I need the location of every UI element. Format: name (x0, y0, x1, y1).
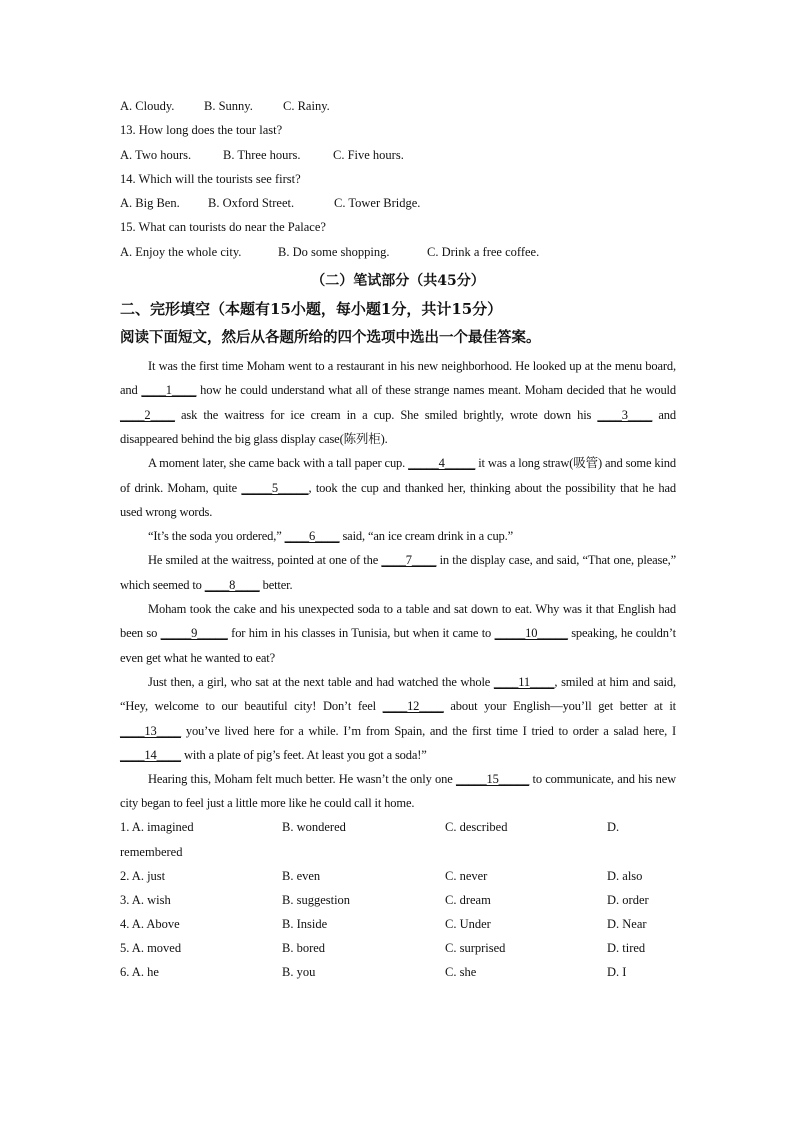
option-b: B. Three hours. (223, 147, 301, 162)
question-14: 14. Which will the tourists see first? (120, 171, 301, 186)
blank-8: ____8____ (204, 577, 260, 592)
question-15: 15. What can tourists do near the Palace? (120, 220, 326, 235)
choice-row (120, 912, 676, 936)
choice-b: B. wondered (282, 820, 346, 835)
choice-d: D. also (607, 868, 643, 883)
choice-row (120, 961, 676, 985)
choice-a: 5. A. moved (120, 941, 182, 956)
choice-row (120, 816, 676, 840)
question-13: 13. How long does the tour last? (120, 123, 283, 138)
choice-row (120, 888, 676, 912)
option-c: C. Tower Bridge. (334, 196, 421, 211)
choice-b: B. Inside (282, 917, 328, 932)
instruction: 阅读下面短文，然后从各题所给的四个选项中选出一个最佳答案。 (120, 329, 541, 347)
exam-page (120, 94, 676, 985)
choice-d: D. tired (607, 941, 646, 956)
q15-options (120, 240, 676, 264)
q13-options (120, 143, 676, 167)
choice-row (120, 864, 676, 888)
choice-c: C. dream (445, 892, 491, 907)
choice-a: 4. A. Above (120, 917, 180, 932)
option-b: B. Do some shopping. (278, 244, 390, 259)
choice-d: D. order (607, 892, 649, 907)
passage-paragraph-5: Moham took the cake and his unexpected soda to a table and sat down to eat. Why was it that English had been so _____9_____ for him in his classes in Tunisia, but when it came to _____10_____ speaking, he couldn’t even get what he wanted to eat? (120, 602, 676, 665)
q14-options (120, 191, 676, 215)
option-a: A. Enjoy the whole city. (120, 244, 242, 259)
choice-b: B. even (282, 868, 321, 883)
choice-c: C. surprised (445, 941, 506, 956)
choice-a: 3. A. wish (120, 892, 171, 907)
option-c: C. Drink a free coffee. (427, 244, 540, 259)
passage-paragraph-4: He smiled at the waitress, pointed at one of the ____7____ in the display case, and said, “That one, please,” which seemed to ____8____ better. (120, 553, 676, 592)
choice-b: B. suggestion (282, 892, 351, 907)
choice-c: C. she (445, 965, 477, 980)
blank-2: ____2____ (120, 407, 175, 422)
blank-10: _____10_____ (494, 626, 568, 641)
option-a: A. Big Ben. (120, 196, 180, 211)
choice-c: C. never (445, 868, 488, 883)
choice-a: 2. A. just (120, 868, 166, 883)
blank-11: ____11____ (493, 674, 555, 689)
blank-4: _____4_____ (408, 456, 476, 471)
option-b: B. Sunny. (204, 99, 253, 113)
choices-table (120, 816, 676, 985)
blank-9: _____9_____ (160, 626, 228, 641)
blank-3: ____3____ (597, 407, 653, 422)
passage-paragraph-6: Just then, a girl, who sat at the next table and had watched the whole ____11____, smiled at him and said, “Hey, welcome to our beautiful city! Don’t feel ____12____ about your English—you’ll get better at it ____13____ you’ve lived here for a while. I’m from Spain, and the first time I tried to order a salad here, I ____14____ with a plate of pig’s feet. At least you got a soda!” (120, 674, 677, 762)
blank-1: ____1____ (141, 383, 197, 398)
choice-b: B. bored (282, 941, 326, 956)
passage-paragraph-3: “It’s the soda you ordered,” ____6____ said, “an ice cream drink in a cup.” (148, 529, 514, 544)
q12-options (120, 94, 676, 118)
blank-7: ____7____ (381, 553, 437, 568)
option-a: A. Two hours. (120, 147, 192, 162)
option-a: A. Cloudy. (120, 99, 175, 113)
choice-d: D. Near (607, 917, 647, 932)
choice-c: C. Under (445, 917, 491, 932)
blank-6: ____6____ (284, 529, 340, 544)
blank-14: ____14____ (120, 747, 182, 762)
choice-d-text: remembered (120, 844, 183, 859)
blank-12: ____12____ (382, 699, 444, 714)
blank-5: _____5_____ (241, 480, 309, 495)
option-c: C. Five hours. (333, 147, 404, 162)
passage-paragraph-7: Hearing this, Moham felt much better. He wasn’t the only one _____15_____ to communicate, and his new city began to feel just a little more like he could call it home. (120, 772, 676, 811)
choice-b: B. you (282, 965, 316, 980)
choice-d: D. (607, 820, 620, 835)
choice-c: C. described (445, 820, 508, 835)
option-b: B. Oxford Street. (208, 196, 295, 211)
choice-a: 1. A. imagined (120, 820, 194, 835)
blank-15: _____15_____ (455, 772, 530, 787)
choice-row-wrap (120, 840, 676, 864)
section-title: 二、完形填空（本题有15小题，每小题1分，共计15分） (120, 300, 503, 319)
choice-a: 6. A. he (120, 965, 159, 980)
choice-d: D. I (607, 965, 627, 980)
passage-paragraph-2: A moment later, she came back with a tall paper cup. _____4_____ it was a long straw(吸管) and some kind of drink. Moham, quite _____5_____, took the cup and thanked her, thinking about the possibility that he had used wrong words. (120, 456, 677, 519)
choice-row (120, 937, 676, 961)
passage-paragraph-1: It was the first time Moham went to a restaurant in his new neighborhood. He looked up at the menu board, and ____1____ how he could understand what all of these strange names meant. Moham decided that he would ____2____ ask the waitress for ice cream in a cup. She smiled brightly, wrote down his ____3____ and disappeared behind the big glass display case(陈列柜). (120, 359, 676, 446)
blank-13: ____13____ (120, 723, 182, 738)
part-title: （二）笔试部分（共45分） (311, 273, 485, 290)
option-c: C. Rainy. (283, 99, 330, 113)
